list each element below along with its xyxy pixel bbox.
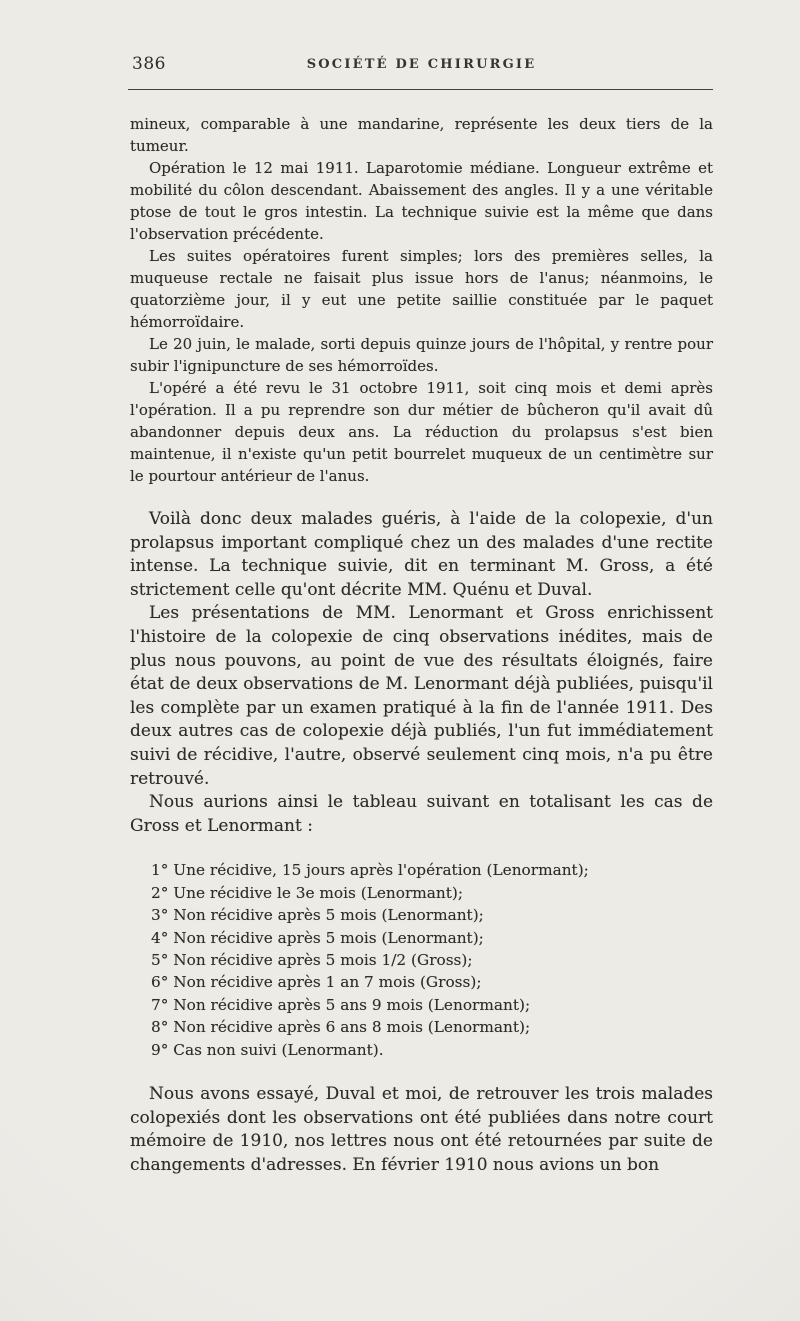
case-item-4: 4° Non récidive après 5 mois (Lenormant);	[151, 928, 484, 947]
case-item-3: 3° Non récidive après 5 mois (Lenormant);	[151, 906, 484, 925]
discussion-section	[130, 508, 713, 838]
paragraph-observation-4: Le 20 juin, le malade, sorti depuis quinze jours de l'hôpital, y rentre pour subir l'ignipuncture de ses hémorroïdes.	[130, 335, 713, 375]
case-item-7: 7° Non récidive après 5 ans 9 mois (Lenormant);	[151, 995, 531, 1014]
case-item-8: 8° Non récidive après 6 ans 8 mois (Lenormant);	[151, 1018, 531, 1037]
page-header	[130, 54, 713, 80]
case-item-2: 2° Une récidive le 3e mois (Lenormant);	[151, 883, 464, 902]
paragraph-observation-5: L'opéré a été revu le 31 octobre 1911, soit cinq mois et demi après l'opération. Il a pu reprendre son dur métier de bûcheron qu'il avait dû abandonner depuis deux ans. La réduction du prolapsus s'est bien maintenue, il n'existe qu'un petit bourrelet muqueux de un centimètre sur le pourtour antérieur de l'anus.	[130, 379, 713, 485]
header-rule	[128, 89, 713, 90]
paragraph-discussion-3: Nous aurions ainsi le tableau suivant en totalisant les cas de Gross et Lenormant :	[130, 792, 713, 836]
paragraph-observation-3: Les suites opératoires furent simples; lors des premières selles, la muqueuse rectale ne faisait plus issue hors de l'anus; néanmoins, le quatorzième jour, il y eut une petite saillie constituée par le paquet hémorroïdaire.	[130, 247, 713, 331]
case-item-6: 6° Non récidive après 1 an 7 mois (Gross);	[151, 973, 482, 992]
case-item-9: 9° Cas non suivi (Lenormant).	[151, 1040, 384, 1059]
closing-section	[130, 1083, 713, 1177]
paragraph-discussion-2: Les présentations de MM. Lenormant et Gross enrichissent l'histoire de la colopexie de cinq observations inédites, mais de plus nous pouvons, au point de vue des résultats éloignés, faire état de deux observations de M. Lenormant déjà publiées, puisqu'il les complète par un examen pratiqué à la fin de l'année 1911. Des deux autres cas de colopexie déjà publiés, l'un fut immédiatement suivi de récidive, l'autre, observé seulement cinq mois, n'a pu être retrouvé.	[130, 603, 713, 789]
text-body	[130, 113, 713, 1177]
case-item-5: 5° Non récidive après 5 mois 1/2 (Gross);	[151, 950, 473, 969]
page-number: 386	[132, 54, 166, 74]
paragraph-closing-1: Nous avons essayé, Duval et moi, de retrouver les trois malades colopexiés dont les observations ont été publiées dans notre court mémoire de 1910, nos lettres nous ont été retournées par suite de changements d'adresses. En février 1910 nous avions un bon	[130, 1083, 713, 1175]
case-item-1: 1° Une récidive, 15 jours après l'opération (Lenormant);	[151, 861, 589, 880]
running-title: SOCIÉTÉ DE CHIRURGIE	[306, 57, 537, 72]
observation-section	[130, 113, 713, 487]
case-list	[130, 859, 713, 1061]
paragraph-discussion-1: Voilà donc deux malades guéris, à l'aide de la colopexie, d'un prolapsus important compliqué chez un des malades d'une rectite intense. La technique suivie, dit en terminant M. Gross, a été strictement celle qu'ont décrite MM. Quénu et Duval.	[130, 509, 713, 600]
paragraph-observation-1: mineux, comparable à une mandarine, représente les deux tiers de la tumeur.	[130, 115, 713, 155]
paragraph-observation-2: Opération le 12 mai 1911. Laparotomie médiane. Longueur extrême et mobilité du côlon descendant. Abaissement des angles. Il y a une véritable ptose de tout le gros intestin. La technique suivie est la même que dans l'observation précédente.	[130, 159, 713, 243]
